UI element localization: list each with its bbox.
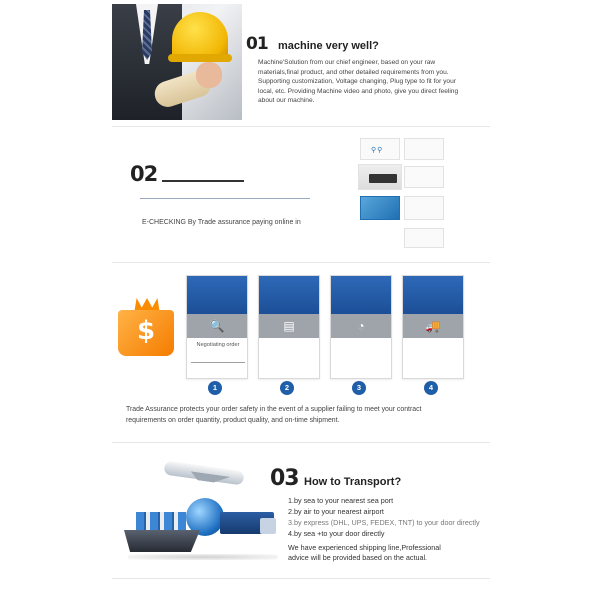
step-number-03: 03 (270, 466, 299, 491)
transport-item-4: 4.by sea +to your door directly (288, 529, 385, 538)
e-checking-text: E-CHECKING By Trade assurance paying online in (142, 219, 301, 226)
section1-body: Machine'Solution from our chief engineer, based on your raw materials,final product, and other detailed requirements from you. Supporting customization, Voltage changing, Plug type to fit for your local, etc. Providing Machine video and photo, give you direct feeling about our machine. (258, 59, 459, 105)
thumbnail-lab[interactable] (404, 138, 444, 160)
step-badge-3: 3 (352, 381, 366, 395)
thumbnail-doc[interactable] (404, 166, 444, 188)
document-icon: ▤ (283, 319, 295, 333)
transport-item-1: 1.by sea to your nearest sea port (288, 496, 394, 505)
step-badge-1: 1 (208, 381, 222, 395)
trade-step-card-4[interactable] (402, 275, 464, 379)
search-icon: 🔍 (209, 319, 225, 333)
trade-step-card-1[interactable] (186, 275, 248, 379)
divider (112, 262, 490, 263)
keyboard-icon (369, 174, 397, 183)
transport-item-3: 3.by express (DHL, UPS, FEDEX, TNT) to your door directly (288, 518, 480, 527)
engineer-photo (112, 4, 242, 120)
trade-step-card-2[interactable] (258, 275, 320, 379)
trade-assurance-text: Trade Assurance protects your order safety in the event of a supplier failing to meet your contract requirements on order quantity, product quality, and on-time shipment. (126, 406, 422, 424)
section1-title: machine very well? (278, 40, 379, 52)
step-badge-4: 4 (424, 381, 438, 395)
hard-hat-icon (172, 12, 228, 60)
delivery-truck-icon: 🚚 (425, 319, 441, 333)
trade-step-card-3[interactable] (330, 275, 392, 379)
checking-section (0, 128, 600, 262)
airplane-icon (163, 461, 244, 486)
transport-note: We have experienced shipping line,Professional advice will be provided based on the actual. (288, 543, 441, 562)
step-badge-2: 2 (280, 381, 294, 395)
ship-icon (124, 530, 200, 552)
thumbnail-blue[interactable] (360, 196, 400, 220)
thumbnail-keyboard[interactable] (358, 164, 402, 190)
refresh-icon: ◔ (357, 319, 365, 333)
dollar-sign: $ (136, 316, 156, 346)
garbled-heading (162, 180, 244, 182)
card-label: Negotiating order (196, 342, 240, 348)
transport-item-2: 2.by air to your nearest airport (288, 507, 384, 516)
money-bag-icon (118, 298, 176, 356)
garbled-text (140, 198, 310, 199)
transport-illustration (124, 462, 274, 572)
thumbnail-white[interactable] (404, 196, 444, 220)
machine-section (0, 0, 600, 122)
step-number-02: 02 (130, 162, 158, 186)
containers-icon (136, 512, 186, 530)
tools-icon: ⚲⚲ (371, 147, 384, 154)
thumbnail-blank[interactable] (404, 228, 444, 248)
divider (112, 442, 490, 443)
divider (112, 126, 490, 127)
thumbnail-tools[interactable] (360, 138, 400, 160)
divider (112, 578, 490, 579)
section4-title: How to Transport? (304, 476, 402, 488)
step-number-01: 01 (246, 34, 268, 54)
